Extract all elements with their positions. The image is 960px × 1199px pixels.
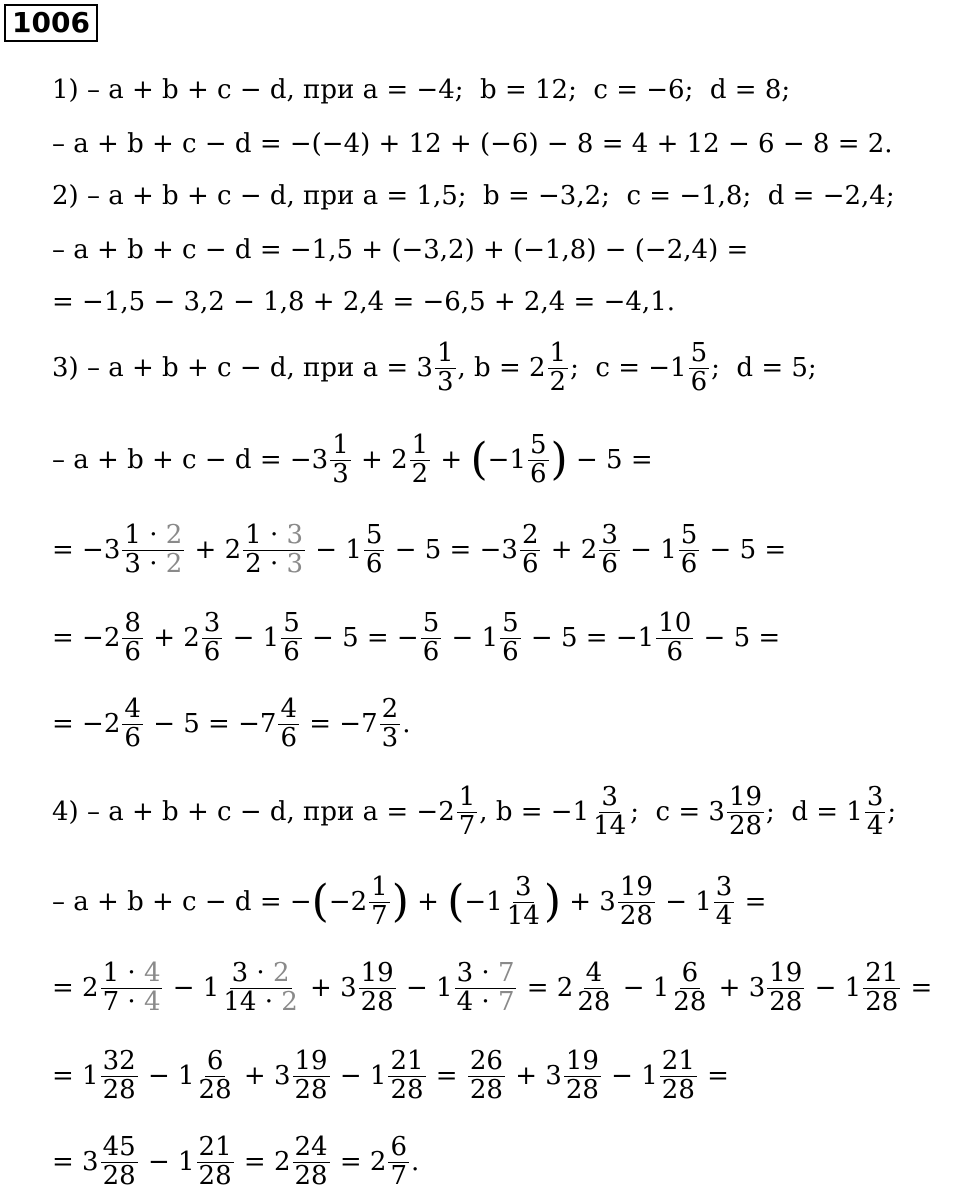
numerator: 24: [294, 1132, 328, 1163]
numerator: 5: [529, 430, 547, 461]
p3-calc-line-2: [52, 520, 786, 580]
numerator: 45: [102, 1132, 136, 1163]
p4-condition: [52, 782, 896, 842]
fraction: [671, 960, 708, 1016]
numerator: 19: [360, 958, 394, 989]
math-text: − 5 = −: [303, 623, 419, 653]
extension-factor: 3: [286, 548, 304, 579]
fraction: [122, 696, 143, 752]
numerator: 3: [866, 782, 884, 813]
fraction: [101, 1134, 138, 1190]
math-text: 3 ·: [124, 548, 166, 579]
fraction: [863, 960, 900, 1016]
denominator: [122, 548, 184, 579]
math-text: = 3: [52, 1147, 99, 1177]
denominator: 6: [124, 636, 141, 667]
numerator: 2: [381, 694, 399, 725]
fraction: [435, 340, 456, 396]
fraction: [380, 696, 401, 752]
p2-calc-line-2: [52, 272, 675, 332]
denominator: 6: [124, 722, 141, 753]
fraction: [656, 610, 693, 666]
numerator: 5: [680, 520, 698, 551]
math-text: = 2: [331, 1147, 387, 1177]
p3-calc-line-4: [52, 694, 410, 754]
math-text: ; c = −1: [570, 353, 687, 383]
math-text: + 3: [235, 1061, 291, 1091]
numerator: 4: [280, 694, 297, 725]
denominator: 28: [577, 986, 611, 1017]
fraction: [714, 874, 735, 930]
p3-calc-line-3: [52, 608, 780, 668]
numerator: [243, 522, 305, 550]
p3-condition: [52, 338, 817, 398]
numerator: 19: [769, 958, 803, 989]
numerator: [122, 522, 184, 550]
math-text: + 3: [710, 973, 766, 1003]
extension-factor: 2: [165, 548, 183, 579]
numerator: 1: [549, 338, 567, 369]
fraction: [330, 432, 351, 488]
extension-factor: 2: [165, 520, 183, 551]
denominator: 28: [469, 1074, 503, 1105]
numerator: 3: [601, 520, 618, 551]
math-text: 2) – a + b + c − d, при a = 1,5; b = −3,2; c = −1,8; d = −2,4;: [52, 181, 895, 211]
extension-factor: 3: [286, 520, 304, 551]
fraction: [528, 432, 549, 488]
numerator: 5: [422, 608, 440, 639]
fraction: [202, 610, 223, 666]
fraction: [410, 432, 431, 488]
fraction: [660, 1048, 697, 1104]
math-text: – a + b + c − d = −: [52, 887, 312, 917]
p1-condition: [52, 60, 790, 120]
fraction: [278, 696, 299, 752]
extension-factor: 4: [143, 986, 161, 1017]
fraction: [122, 522, 184, 578]
fraction: [575, 960, 612, 1016]
math-text: − 1: [331, 1061, 387, 1091]
math-text: – a + b + c − d = −1,5 + (−3,2) + (−1,8) − (−2,4) =: [52, 235, 749, 265]
math-text: −1: [464, 887, 503, 917]
numerator: 19: [565, 1046, 599, 1077]
denominator: 6: [666, 636, 683, 667]
math-text: = −1,5 − 3,2 − 1,8 + 2,4 = −6,5 + 2,4 = −4,1.: [52, 287, 675, 317]
fraction: [727, 784, 764, 840]
fraction: [564, 1048, 601, 1104]
denominator: 6: [280, 722, 297, 753]
math-text: − 5 = −1: [522, 623, 655, 653]
numerator: 19: [728, 782, 763, 813]
math-text: ; d = 5;: [711, 353, 817, 383]
math-text: 1) – a + b + c − d, при a = −4; b = 12; c = −6; d = 8;: [52, 75, 791, 105]
fraction: [865, 784, 886, 840]
denominator: 6: [502, 636, 519, 667]
numerator: 26: [469, 1046, 503, 1077]
math-text: =: [427, 1061, 466, 1091]
math-text: − 5 =: [567, 445, 653, 475]
denominator: 6: [521, 548, 539, 579]
p2-condition: [52, 166, 895, 226]
fraction: [359, 960, 396, 1016]
math-text: 2 ·: [245, 548, 287, 579]
math-text: = 1: [52, 1061, 99, 1091]
fraction: [388, 1134, 409, 1190]
math-text: = 2: [235, 1147, 291, 1177]
fraction: [122, 610, 143, 666]
math-text: 1 ·: [124, 520, 166, 551]
math-text: , b = 2: [457, 353, 546, 383]
math-text: 3 ·: [456, 958, 498, 989]
denominator: 6: [203, 636, 221, 667]
math-text: + 2: [144, 623, 200, 653]
denominator: 2: [411, 458, 429, 489]
extension-factor: 4: [143, 958, 161, 989]
numerator: 3: [514, 872, 532, 903]
fraction: [548, 340, 569, 396]
fraction: [221, 960, 299, 1016]
denominator: 28: [865, 986, 899, 1017]
fraction: [388, 1048, 425, 1104]
denominator: 14: [506, 900, 540, 931]
denominator: 28: [728, 810, 763, 841]
p4-calc-line-3: [52, 1046, 729, 1106]
extension-factor: 2: [272, 958, 290, 989]
parenthesis: (: [447, 876, 465, 927]
numerator: 5: [283, 608, 300, 639]
numerator: [455, 960, 517, 988]
fraction: [505, 874, 542, 930]
math-text: = −2: [52, 623, 121, 653]
math-text: 3) – a + b + c − d, при a = 3: [52, 353, 433, 383]
math-text: =: [698, 1061, 729, 1091]
fraction: [281, 610, 302, 666]
p1-calculation: [52, 114, 893, 174]
numerator: 5: [690, 338, 708, 369]
numerator: 5: [365, 520, 383, 551]
math-text: = −3: [52, 535, 121, 565]
fraction: [455, 960, 517, 1016]
extension-factor: 7: [497, 958, 515, 989]
numerator: 6: [390, 1132, 407, 1163]
denominator: 7: [390, 1160, 407, 1191]
math-text: − 1: [139, 1147, 195, 1177]
fraction: [101, 1048, 138, 1104]
p4-calc-line-1: [52, 872, 766, 932]
p2-calc-line-1: [52, 220, 748, 280]
math-text: .: [402, 709, 411, 739]
denominator: 6: [529, 458, 547, 489]
parenthesis: ): [543, 876, 561, 927]
parenthesis: ): [391, 876, 409, 927]
math-text: − 5 = −3: [386, 535, 518, 565]
denominator: 28: [769, 986, 803, 1017]
math-text: 3 ·: [231, 958, 273, 989]
math-text: − 1: [164, 973, 220, 1003]
math-text: − 1: [307, 535, 362, 565]
denominator: 28: [198, 1074, 232, 1105]
math-text: − 1: [614, 973, 670, 1003]
math-text: + 3: [506, 1061, 562, 1091]
math-text: − 5 = −7: [144, 709, 277, 739]
denominator: 3: [436, 366, 454, 397]
denominator: 6: [365, 548, 383, 579]
math-text: +: [432, 445, 471, 475]
numerator: 1: [371, 872, 388, 903]
math-text: −1: [487, 445, 526, 475]
math-text: − 1: [397, 973, 453, 1003]
numerator: 3: [715, 872, 733, 903]
numerator: 21: [390, 1046, 424, 1077]
fraction: [293, 1048, 330, 1104]
denominator: [455, 986, 517, 1017]
fraction: [197, 1134, 234, 1190]
fraction: [197, 1048, 234, 1104]
numerator: 4: [124, 694, 141, 725]
numerator: [230, 960, 292, 988]
math-text: 14 ·: [223, 986, 282, 1017]
fraction: [293, 1134, 330, 1190]
math-text: .: [411, 1147, 420, 1177]
math-text: −2: [328, 887, 368, 917]
math-text: 1 ·: [245, 520, 287, 551]
denominator: 4: [866, 810, 884, 841]
math-text: =: [902, 973, 933, 1003]
math-text: + 3: [301, 973, 357, 1003]
p4-calc-line-2: [52, 958, 932, 1018]
fraction: [457, 784, 478, 840]
math-text: 7 ·: [102, 986, 144, 1017]
denominator: 28: [360, 986, 394, 1017]
denominator: 28: [294, 1160, 328, 1191]
parenthesis: (: [311, 876, 329, 927]
fraction: [364, 522, 385, 578]
numerator: 32: [102, 1046, 136, 1077]
fraction: [421, 610, 442, 666]
parenthesis: (: [470, 434, 488, 485]
math-text: − 1: [602, 1061, 658, 1091]
math-text: − 5 =: [695, 623, 781, 653]
fraction: [243, 522, 305, 578]
math-text: 4 ·: [456, 986, 498, 1017]
numerator: 8: [124, 608, 141, 639]
denominator: 28: [102, 1160, 136, 1191]
denominator: 7: [458, 810, 476, 841]
fraction: [767, 960, 804, 1016]
fraction: [618, 874, 655, 930]
fraction: [500, 610, 521, 666]
numerator: 10: [658, 608, 692, 639]
fraction: [468, 1048, 505, 1104]
fraction: [591, 784, 628, 840]
fraction: [679, 522, 700, 578]
denominator: 14: [593, 810, 627, 841]
math-text: =: [736, 887, 767, 917]
denominator: 2: [549, 366, 567, 397]
numerator: [101, 960, 163, 988]
numerator: 5: [502, 608, 519, 639]
p3-calc-line-1: [52, 430, 653, 490]
extension-factor: 2: [281, 986, 298, 1017]
denominator: 3: [381, 722, 399, 753]
math-text: , b = −1: [479, 797, 590, 827]
math-text: = 2: [518, 973, 574, 1003]
numerator: 6: [681, 958, 699, 989]
task-number-badge: 1006: [4, 4, 98, 42]
math-text: − 1: [806, 973, 862, 1003]
fraction: [101, 960, 163, 1016]
fraction: [689, 340, 710, 396]
numerator: 6: [206, 1046, 224, 1077]
math-text: + 3: [560, 887, 616, 917]
parenthesis: ): [550, 434, 568, 485]
numerator: 4: [585, 958, 603, 989]
math-text: ; d = 1: [766, 797, 863, 827]
math-text: 4) – a + b + c − d, при a = −2: [52, 797, 455, 827]
math-text: − 1: [443, 623, 499, 653]
denominator: 3: [332, 458, 349, 489]
numerator: 2: [521, 520, 539, 551]
numerator: 1: [458, 782, 476, 813]
math-text: + 2: [352, 445, 408, 475]
math-text: − 1: [621, 535, 677, 565]
denominator: 6: [680, 548, 698, 579]
numerator: 3: [601, 782, 618, 813]
math-text: − 1: [656, 887, 712, 917]
math-text: ;: [887, 797, 897, 827]
fraction: [520, 522, 541, 578]
denominator: 28: [294, 1074, 328, 1105]
denominator: [221, 986, 299, 1017]
p4-calc-line-4: [52, 1132, 419, 1192]
math-text: 1 ·: [102, 958, 144, 989]
denominator: 4: [715, 900, 733, 931]
fraction: [599, 522, 620, 578]
extension-factor: 7: [497, 986, 515, 1017]
numerator: 1: [436, 338, 454, 369]
denominator: 6: [601, 548, 618, 579]
numerator: 1: [411, 430, 429, 461]
math-text: − 1: [224, 623, 280, 653]
math-text: + 2: [186, 535, 242, 565]
math-text: – a + b + c − d = −(−4) + 12 + (−6) − 8 = 4 + 12 − 6 − 8 = 2.: [52, 129, 893, 159]
math-text: = −7: [300, 709, 378, 739]
numerator: 3: [203, 608, 221, 639]
denominator: [101, 986, 163, 1017]
denominator: 7: [371, 900, 388, 931]
denominator: 6: [690, 366, 708, 397]
math-text: – a + b + c − d = −3: [52, 445, 329, 475]
math-text: = 2: [52, 973, 99, 1003]
denominator: 28: [198, 1160, 232, 1191]
math-text: +: [408, 887, 448, 917]
math-text: − 1: [139, 1061, 195, 1091]
denominator: 28: [673, 986, 707, 1017]
denominator: 28: [661, 1074, 695, 1105]
math-text: + 2: [542, 535, 598, 565]
denominator: 6: [283, 636, 300, 667]
numerator: 21: [198, 1132, 232, 1163]
fraction: [369, 874, 390, 930]
numerator: 1: [332, 430, 349, 461]
denominator: 28: [102, 1074, 136, 1105]
denominator: 6: [422, 636, 440, 667]
math-text: − 5 =: [701, 535, 787, 565]
numerator: 21: [865, 958, 899, 989]
math-text: = −2: [52, 709, 121, 739]
numerator: 21: [661, 1046, 695, 1077]
math-text: ; c = 3: [630, 797, 725, 827]
denominator: 28: [619, 900, 653, 931]
denominator: 28: [565, 1074, 599, 1105]
denominator: 28: [390, 1074, 424, 1105]
numerator: 19: [619, 872, 653, 903]
numerator: 19: [294, 1046, 328, 1077]
denominator: [243, 548, 305, 579]
